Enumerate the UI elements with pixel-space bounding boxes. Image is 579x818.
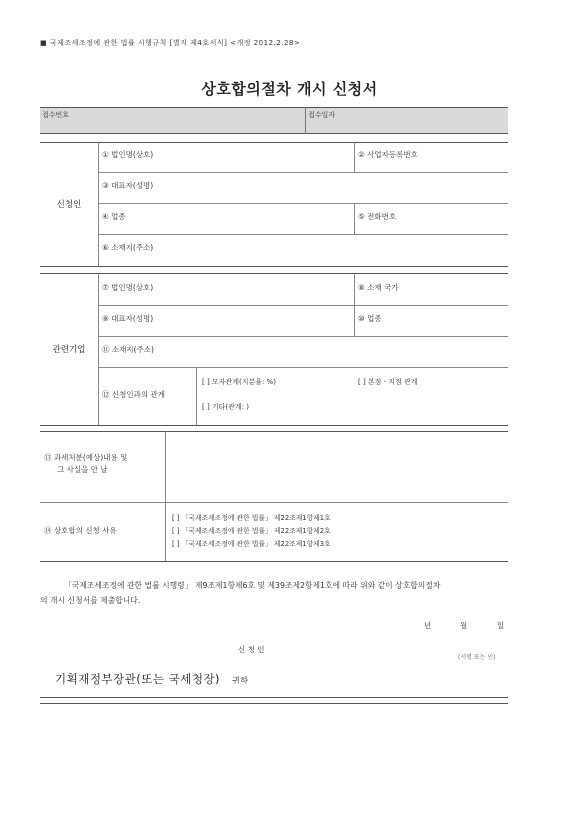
relationship-parent-checkbox[interactable]: [ ] 모자관계(지분율: %) <box>202 378 276 386</box>
applicant-representative-field[interactable]: ③ 대표자(성명) <box>102 181 154 190</box>
related-left-divider <box>98 273 99 425</box>
related-relationship-divider <box>196 367 197 425</box>
form-header-note: ■ 국제조세조정에 관한 법률 시행규칙 [별지 제4호서식] <개정 2012.2.28> <box>40 39 301 47</box>
related-country-field[interactable]: ⑧ 소재 국가 <box>358 283 399 292</box>
reason-bottom-border <box>40 561 508 562</box>
taxation-label-line2: 그 사실을 안 날 <box>57 465 108 474</box>
statement-line-2: 의 개시 신청서를 제출합니다. <box>40 596 141 605</box>
applicant-top-border <box>40 142 508 143</box>
applicant-left-divider <box>98 142 99 266</box>
applicant-section-label: 신청인 <box>56 200 82 210</box>
addressee <box>55 671 249 687</box>
date-day[interactable]: 일 <box>497 621 505 630</box>
receipt-date-label: 접수일자 <box>308 111 336 119</box>
related-top-border <box>40 273 508 274</box>
related-relationship-label: ⑫ 신청인과의 관계 <box>102 390 165 399</box>
signature-applicant-label: 신 청 인 <box>238 645 265 654</box>
related-row2-divider <box>354 305 355 336</box>
reason-option-2[interactable]: [ ] 「국제조세조정에 관한 법률」 제22조제1항제2호 <box>172 527 331 535</box>
taxation-row-line <box>40 502 508 503</box>
applicant-corp-name-field[interactable]: ① 법인명(상호) <box>102 150 154 159</box>
addressee-name: 기획재정부장관(또는 국세청장) <box>55 672 221 686</box>
related-address-field[interactable]: ⑪ 소재지(주소) <box>102 345 154 354</box>
related-row-line <box>98 367 508 368</box>
related-section-label: 관련기업 <box>52 345 86 355</box>
footer-top-border <box>40 697 508 698</box>
related-row-line <box>98 305 508 306</box>
applicant-row-line <box>98 172 508 173</box>
reason-option-3[interactable]: [ ] 「국제조세조정에 관한 법률」 제22조제1항제3호 <box>172 540 331 548</box>
addressee-suffix: 귀하 <box>232 676 249 685</box>
related-row1-divider <box>354 273 355 305</box>
related-corp-name-field[interactable]: ⑦ 법인명(상호) <box>102 283 154 292</box>
taxation-content-field[interactable] <box>166 432 508 502</box>
related-row-line <box>98 336 508 337</box>
date-year[interactable]: 년 <box>424 621 432 630</box>
related-representative-field[interactable]: ⑨ 대표자(성명) <box>102 314 154 323</box>
footer-bottom-border <box>40 703 508 704</box>
taxation-label-line1: ⑬ 과세처분(예상)내용 및 <box>44 453 128 462</box>
applicant-row-line <box>98 234 508 235</box>
relationship-other-checkbox[interactable]: [ ] 기타(관계: ) <box>202 403 250 411</box>
applicant-phone-field[interactable]: ⑤ 전화번호 <box>358 212 397 221</box>
applicant-row-line <box>98 203 508 204</box>
receipt-number-label: 접수번호 <box>42 111 70 119</box>
form-title: 상호합의절차 개시 신청서 <box>201 80 378 98</box>
applicant-row3-divider <box>354 203 355 234</box>
reason-label: ⑭ 상호합의 신청 사유 <box>44 526 117 535</box>
applicant-bottom-border <box>40 266 508 267</box>
applicant-row1-divider <box>354 142 355 172</box>
receipt-divider <box>305 107 306 134</box>
relationship-branch-checkbox[interactable]: [ ] 본점ㆍ지점 관계 <box>358 378 418 386</box>
related-bottom-border <box>40 425 508 426</box>
reason-option-1[interactable]: [ ] 「국제조세조정에 관한 법률」 제22조제1항제1호 <box>172 514 331 522</box>
statement-line-1: 「국제조세조정에 관한 법률 시행령」 제9조제1항제6호 및 제39조제2항제1호에 따라 위와 같이 상호합의절차 <box>64 581 441 590</box>
applicant-business-type-field[interactable]: ④ 업종 <box>102 212 126 221</box>
signature-note[interactable]: (서명 또는 인) <box>458 654 496 661</box>
applicant-address-field[interactable]: ⑥ 소재지(주소) <box>102 243 154 252</box>
related-business-type-field[interactable]: ⑩ 업종 <box>358 314 382 323</box>
date-month[interactable]: 월 <box>460 621 468 630</box>
applicant-biz-reg-field[interactable]: ② 사업자등록번호 <box>358 150 418 159</box>
receipt-box <box>40 107 508 134</box>
